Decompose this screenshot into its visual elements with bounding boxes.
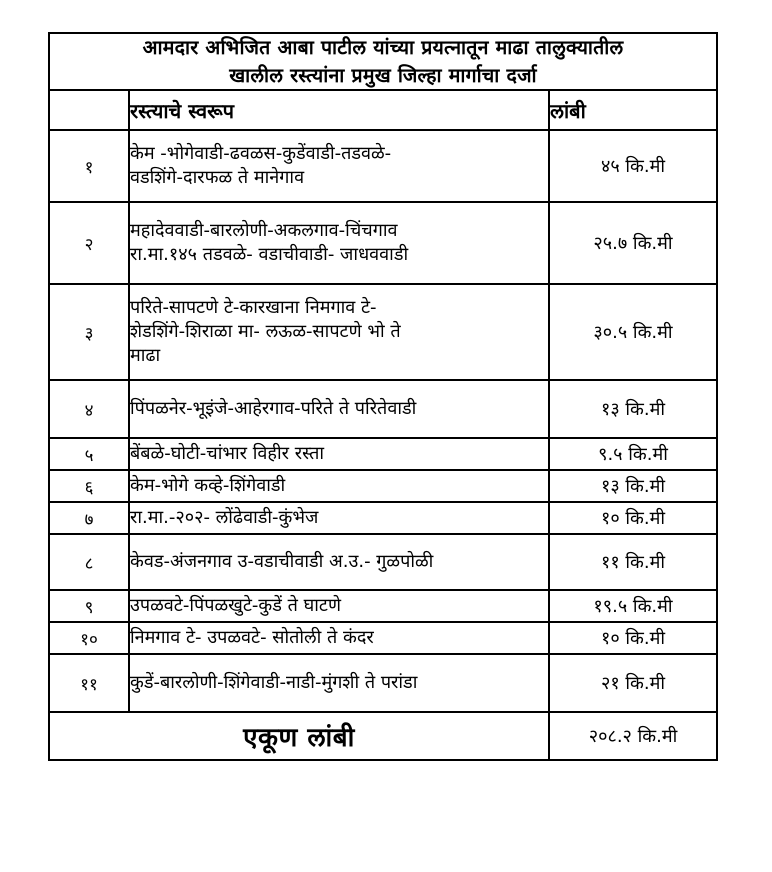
road-name-line: केवड-अंजनगाव उ-वडाचीवाडी अ.उ.- गुळपोळी (130, 551, 434, 573)
row-serial: १ (49, 130, 129, 202)
row-serial: १० (49, 622, 129, 654)
table-row (49, 654, 717, 712)
road-name-line: परिते-सापटणे टे-कारखाना निमगाव टे- (130, 297, 377, 319)
title-line-2: खालील रस्त्यांना प्रमुख जिल्हा मार्गाचा दर्जा (229, 63, 537, 87)
row-road-name (129, 130, 549, 202)
table-row (49, 202, 717, 284)
row-length: १९.५ कि.मी (549, 590, 717, 622)
row-length: २५.७ कि.मी (549, 202, 717, 284)
row-serial: ६ (49, 470, 129, 502)
row-serial: ९ (49, 590, 129, 622)
header-length: लांबी (549, 90, 717, 130)
road-name-line: माढा (130, 345, 161, 367)
row-serial: ४ (49, 380, 129, 438)
row-road-name (129, 622, 549, 654)
row-length: १३ कि.मी (549, 380, 717, 438)
row-serial: ७ (49, 502, 129, 534)
table-row (49, 470, 717, 502)
road-name-line: उपळवटे-पिंपळखुटे-कुडें ते घाटणे (130, 595, 341, 617)
row-serial: २ (49, 202, 129, 284)
row-serial: ११ (49, 654, 129, 712)
row-road-name (129, 502, 549, 534)
row-road-name (129, 654, 549, 712)
row-road-name (129, 438, 549, 470)
table-row (49, 284, 717, 380)
row-serial: ८ (49, 534, 129, 590)
row-length: १० कि.मी (549, 502, 717, 534)
row-serial: ३ (49, 284, 129, 380)
row-length: ३०.५ कि.मी (549, 284, 717, 380)
row-length: ११ कि.मी (549, 534, 717, 590)
road-name-line: निमगाव टे- उपळवटे- सोतोली ते कंदर (130, 627, 374, 649)
row-road-name (129, 534, 549, 590)
table-row (49, 622, 717, 654)
row-serial: ५ (49, 438, 129, 470)
table-row (49, 534, 717, 590)
road-name-line: पिंपळनेर-भूइंजे-आहेरगाव-परिते ते परितेवाडी (130, 398, 417, 420)
row-road-name (129, 202, 549, 284)
row-length: ९.५ कि.मी (549, 438, 717, 470)
header-road-name: रस्त्याचे स्वरूप (129, 90, 549, 130)
table-total-row (49, 712, 717, 760)
road-name-line: रा.मा.-२०२- लोंढेवाडी-कुंभेज (130, 507, 319, 529)
road-name-line: केम-भोगे कव्हे-शिंगेवाडी (130, 475, 286, 497)
table-row (49, 130, 717, 202)
total-label: एकूण लांबी (49, 712, 549, 760)
row-road-name (129, 590, 549, 622)
roads-table (48, 32, 718, 761)
row-length: २१ कि.मी (549, 654, 717, 712)
row-length: ४५ कि.मी (549, 130, 717, 202)
table-row (49, 438, 717, 470)
road-name-line: कुडें-बारलोणी-शिंगेवाडी-नाडी-मुंगशी ते परांडा (130, 672, 418, 694)
row-road-name (129, 380, 549, 438)
road-name-line: केम -भोगेवाडी-ढवळस-कुडेंवाडी-तडवळे- (130, 143, 392, 165)
row-road-name (129, 284, 549, 380)
row-length: १३ कि.मी (549, 470, 717, 502)
table-row (49, 590, 717, 622)
road-name-line: महादेववाडी-बारलोणी-अकलगाव-चिंचगाव (130, 220, 398, 242)
total-length: २०८.२ कि.मी (549, 712, 717, 760)
road-name-line: वडशिंगे-दारफळ ते मानेगाव (130, 167, 305, 189)
road-name-line: शेडशिंगे-शिराळा मा- लऊळ-सापटणे भो ते (130, 321, 401, 343)
table-title-row (49, 33, 717, 90)
page-title (49, 33, 717, 90)
header-serial (49, 90, 129, 130)
road-name-line: रा.मा.१४५ तडवळे- वडाचीवाडी- जाधववाडी (130, 244, 409, 266)
road-name-line: बेंबळे-घोटी-चांभार विहीर रस्ता (130, 443, 325, 465)
table-header-row (49, 90, 717, 130)
table-row (49, 380, 717, 438)
title-line-1: आमदार अभिजित आबा पाटील यांच्या प्रयत्नातून माढा तालुक्यातील (142, 36, 624, 59)
row-road-name (129, 470, 549, 502)
table-row (49, 502, 717, 534)
row-length: १० कि.मी (549, 622, 717, 654)
